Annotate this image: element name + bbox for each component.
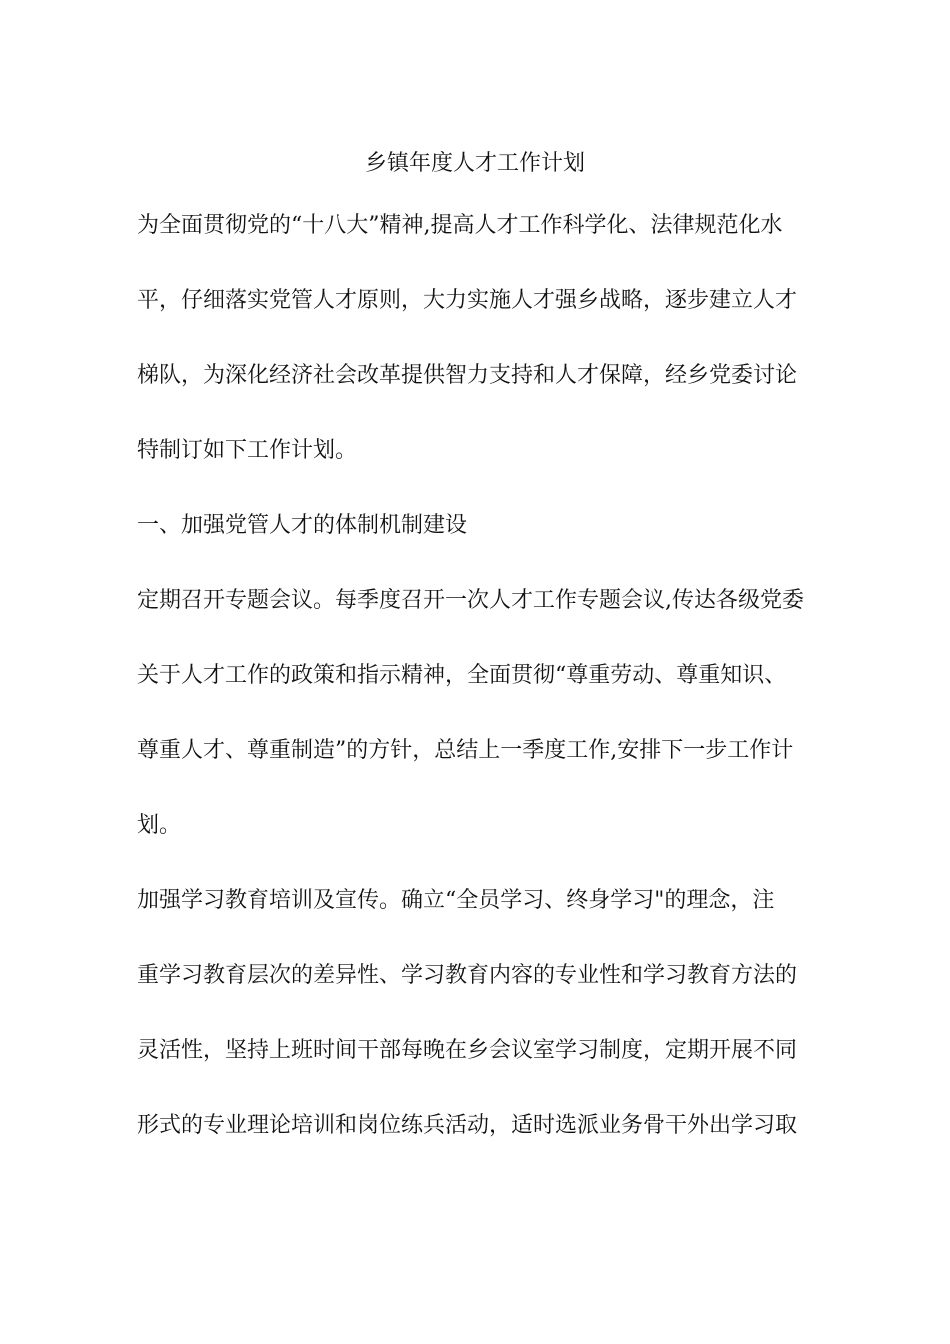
paragraph-line: 平，仔细落实党管人才原则，大力实施人才强乡战略，逐步建立人才 bbox=[137, 288, 798, 313]
paragraph-line: 定期召开专题会议。每季度召开一次人才工作专题会议,传达各级党委 bbox=[137, 588, 804, 613]
paragraph-line: 灵活性，坚持上班时间干部每晚在乡会议室学习制度，定期开展不同 bbox=[137, 1038, 798, 1063]
paragraph-line: 尊重人才、尊重制造”的方针，总结上一季度工作,安排下一步工作计 bbox=[137, 738, 794, 763]
paragraph-line: 重学习教育层次的差异性、学习教育内容的专业性和学习教育方法的 bbox=[137, 963, 798, 988]
section-heading: 一、加强党管人才的体制机制建设 bbox=[137, 513, 468, 538]
paragraph-line: 划。 bbox=[137, 813, 182, 838]
paragraph-line: 关于人才工作的政策和指示精神，全面贯彻“尊重劳动、尊重知识、 bbox=[137, 663, 787, 688]
document-title: 乡镇年度人才工作计划 bbox=[364, 151, 585, 176]
paragraph-line: 梯队，为深化经济社会改革提供智力支持和人才保障，经乡党委讨论 bbox=[137, 363, 798, 388]
paragraph-line: 为全面贯彻党的“十八大”精神,提高人才工作科学化、法律规范化水 bbox=[137, 213, 783, 238]
paragraph-line: 形式的专业理论培训和岗位练兵活动，适时选派业务骨干外出学习取 bbox=[137, 1113, 798, 1138]
paragraph-line: 特制订如下工作计划。 bbox=[137, 438, 358, 463]
paragraph-line: 加强学习教育培训及宣传。确立“全员学习、终身学习"的理念，注 bbox=[137, 888, 775, 913]
